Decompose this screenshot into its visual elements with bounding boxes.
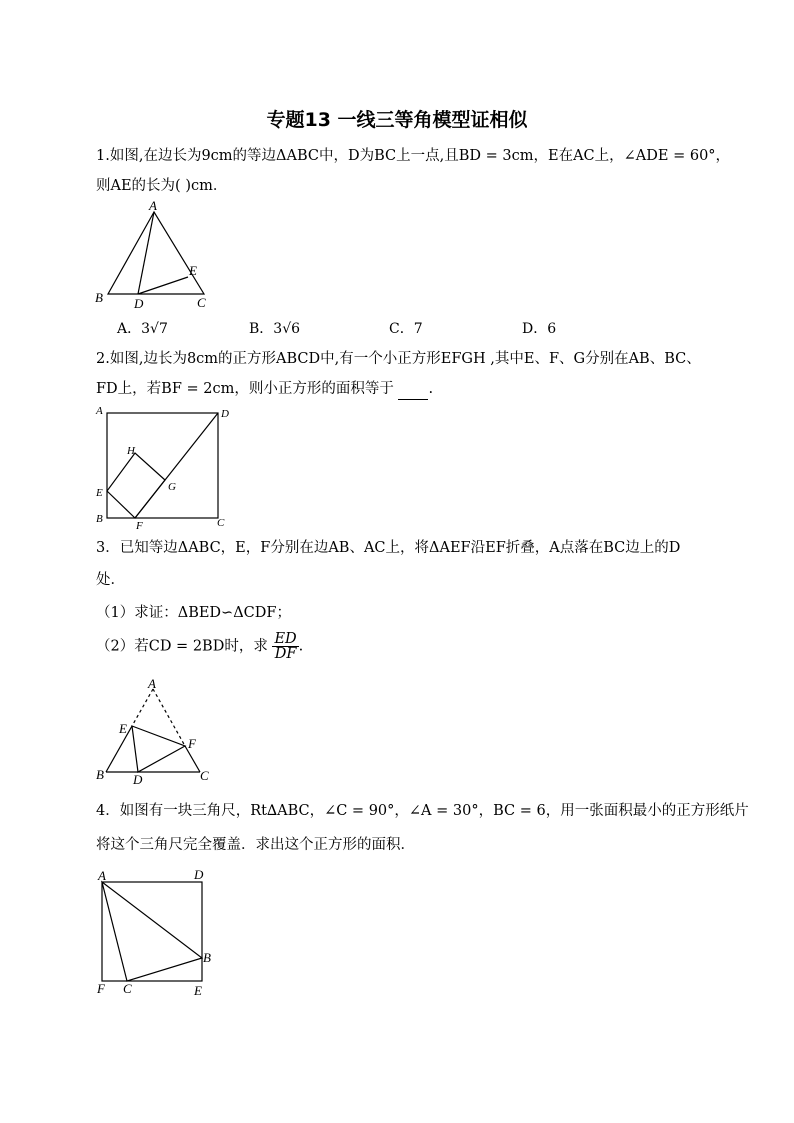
q3-label-a: A [148, 676, 156, 691]
q3-dashed-af [153, 689, 185, 746]
q2-text-line2 [96, 379, 433, 400]
q4-label-e: E [194, 983, 202, 998]
q3-fraction-denominator: DF [274, 646, 297, 662]
q1-triangle-abc [108, 212, 204, 294]
q3-part2-end: . [298, 638, 304, 655]
q1-label-d: D [134, 296, 144, 311]
q4-label-f: F [97, 981, 105, 996]
q3-fraction [272, 632, 298, 661]
q1-label-a: A [149, 198, 157, 213]
q4-text-line2: 将这个三角尺完全覆盖．求出这个正方形的面积． [96, 837, 415, 853]
q1-label-c: C [197, 295, 206, 310]
q2-label-f: F [136, 520, 143, 530]
q1-option-b: B．3√6 [249, 321, 301, 337]
q1-option-d: D．6 [522, 321, 557, 337]
q1-text-line1: 1.如图,在边长为9cm的等边ΔABC中，D为BC上一点,且BD = 3cm，E在AC上，∠ADE = 60°， [96, 148, 731, 164]
q2-text-line2-main: FD上，若BF = 2cm，则小正方形的面积等于 [96, 381, 394, 397]
q2-square-figure [90, 402, 240, 530]
q1-label-e: E [189, 263, 197, 278]
q2-label-h: H [127, 445, 135, 457]
q2-label-g: G [168, 481, 176, 493]
q3-part2-text: （2）若CD = 2BD时，求 [96, 638, 268, 655]
page-title: 专题13 一线三等角模型证相似 [266, 109, 528, 131]
q1-option-a: A．3√7 [117, 321, 168, 337]
q1-triangle-figure [90, 198, 230, 313]
q1-label-b: B [95, 290, 103, 305]
q4-label-a: A [98, 868, 106, 883]
q3-label-f: F [188, 736, 196, 751]
q3-text-line1: 3．已知等边ΔABC，E，F分别在边AB、AC上，将ΔAEF沿EF折叠，A点落在BC边上的D [96, 540, 681, 556]
q1-segment-de [138, 277, 188, 294]
q1-segment-ad [138, 212, 154, 294]
q3-label-c: C [200, 768, 209, 783]
q2-answer-blank [398, 379, 428, 400]
q2-square-efgh [107, 453, 165, 518]
q4-label-c: C [123, 981, 132, 996]
q3-dashed-ae [132, 689, 153, 726]
q2-square-abcd [107, 413, 218, 518]
q2-label-c: C [217, 517, 225, 529]
q3-fraction-numerator: ED [274, 631, 297, 647]
q3-label-b: B [96, 767, 104, 782]
q3-text-line2: 处． [96, 572, 125, 588]
q4-triangle-abc [102, 882, 202, 981]
q4-square-figure [90, 865, 220, 998]
q4-label-b: B [203, 950, 211, 965]
q3-part2 [96, 632, 303, 661]
q2-text-line1: 2.如图,边长为8cm的正方形ABCD中,有一个小正方形EFGH ,其中E、F、G分别在AB、BC、 [96, 351, 701, 367]
q2-label-b: B [96, 513, 103, 525]
q2-label-e: E [96, 487, 103, 499]
q4-label-d: D [194, 867, 204, 882]
q3-triangle-figure [90, 675, 225, 787]
q1-text-line2: 则AE的长为( )cm． [96, 178, 228, 194]
q3-label-d: D [133, 772, 143, 787]
q1-option-c: C．7 [389, 321, 423, 337]
q2-label-a: A [96, 405, 103, 417]
q4-text-line1: 4．如图有一块三角尺，Rt∆ABC，∠C = 90°，∠A = 30°，BC = 6，用一张面积最小的正方形纸片 [96, 803, 749, 819]
q2-text-line2-end: . [428, 381, 434, 397]
q2-label-d: D [221, 408, 229, 420]
q3-part1: （1）求证：ΔBED∽ΔCDF； [96, 605, 291, 621]
q3-label-e: E [119, 721, 127, 736]
q4-square-adef [102, 882, 202, 981]
